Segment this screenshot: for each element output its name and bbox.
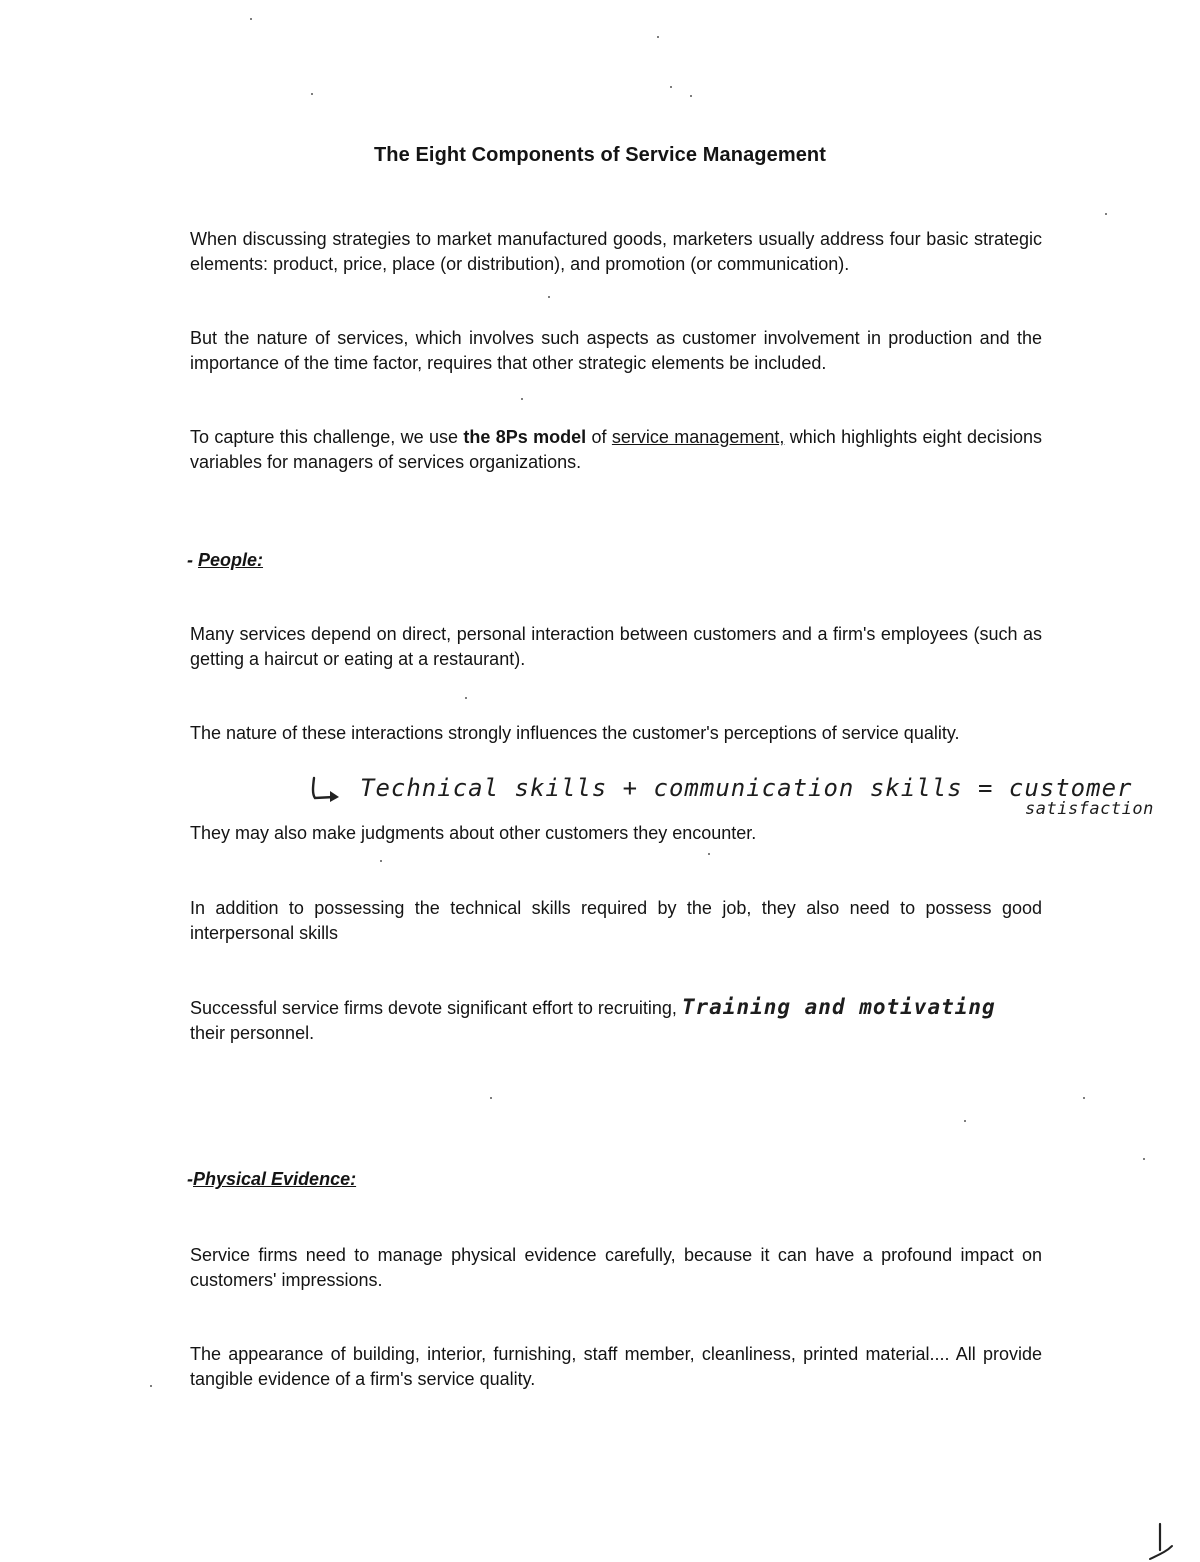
- handwritten-note-line-1: Technical skills + communication skills = customer: [360, 774, 1133, 802]
- physical-evidence-paragraph-1: Service firms need to manage physical evidence carefully, because it can have a profound impact on customers' impressions.: [190, 1245, 1042, 1290]
- scan-speck: [465, 697, 467, 699]
- scan-speck: [708, 853, 710, 855]
- scan-speck: [380, 860, 382, 862]
- intro-paragraph-2: But the nature of services, which involves such aspects as customer involvement in production and the importance of the time factor, requires that other strategic elements be included.: [190, 328, 1042, 373]
- scan-speck: [521, 398, 523, 400]
- scan-speck: [150, 1385, 152, 1387]
- intro-text: To capture this challenge, we use: [190, 427, 464, 447]
- scan-speck: [548, 296, 550, 298]
- scan-speck: [964, 1120, 966, 1122]
- handwritten-page-mark-icon: [1148, 1522, 1174, 1562]
- scan-speck: [1083, 1097, 1085, 1099]
- people-paragraph-4: In addition to possessing the technical skills required by the job, they also need to possess good interpersonal skills: [190, 898, 1042, 943]
- model-name: the 8Ps model: [463, 427, 587, 447]
- heading-dash: -: [187, 1169, 193, 1189]
- heading-dash: -: [187, 550, 198, 570]
- page-title: The Eight Components of Service Management: [373, 144, 827, 166]
- scan-speck: [1105, 213, 1107, 215]
- intro-paragraph-3: [190, 425, 1042, 474]
- intro-text: which highlights eight decisions variables for managers of services organizations.: [190, 427, 1042, 472]
- scan-speck: [250, 18, 252, 20]
- intro-paragraph-1: When discussing strategies to market manufactured goods, marketers usually address four basic strategic elements: product, price, place (or distribution), and promotion (or communication).: [190, 229, 1042, 274]
- people-paragraph-3: They may also make judgments about other customers they encounter.: [190, 823, 757, 843]
- scan-speck: [657, 36, 659, 38]
- handwritten-note-line-2: satisfaction: [1025, 799, 1154, 819]
- section-heading-people: [187, 550, 263, 571]
- scan-speck: [670, 86, 672, 88]
- heading-label: Physical Evidence:: [193, 1169, 357, 1189]
- paragraph-text: Successful service firms devote significant effort to recruiting,: [190, 998, 682, 1018]
- scan-speck: [1143, 1158, 1145, 1160]
- heading-label: People:: [198, 550, 264, 570]
- hand-arrow-icon: [308, 776, 352, 804]
- physical-evidence-paragraph-2: The appearance of building, interior, furnishing, staff member, cleanliness, printed material.... All provide tangible evidence of a firm's service quality.: [190, 1344, 1042, 1389]
- people-paragraph-1: Many services depend on direct, personal interaction between customers and a firm's employees (such as getting a haircut or eating at a restaurant).: [190, 624, 1042, 669]
- service-management-link[interactable]: service management,: [611, 427, 785, 447]
- handwritten-insert: Training and motivating: [681, 995, 996, 1019]
- paragraph-text: their personnel.: [190, 1022, 315, 1043]
- people-paragraph-5: [190, 995, 1190, 1045]
- people-paragraph-2: The nature of these interactions strongly influences the customer's perceptions of service quality.: [190, 723, 960, 743]
- intro-text: of: [586, 427, 612, 447]
- scan-speck: [690, 95, 692, 97]
- section-heading-physical-evidence: [187, 1169, 356, 1190]
- scan-speck: [490, 1097, 492, 1099]
- scan-speck: [311, 93, 313, 95]
